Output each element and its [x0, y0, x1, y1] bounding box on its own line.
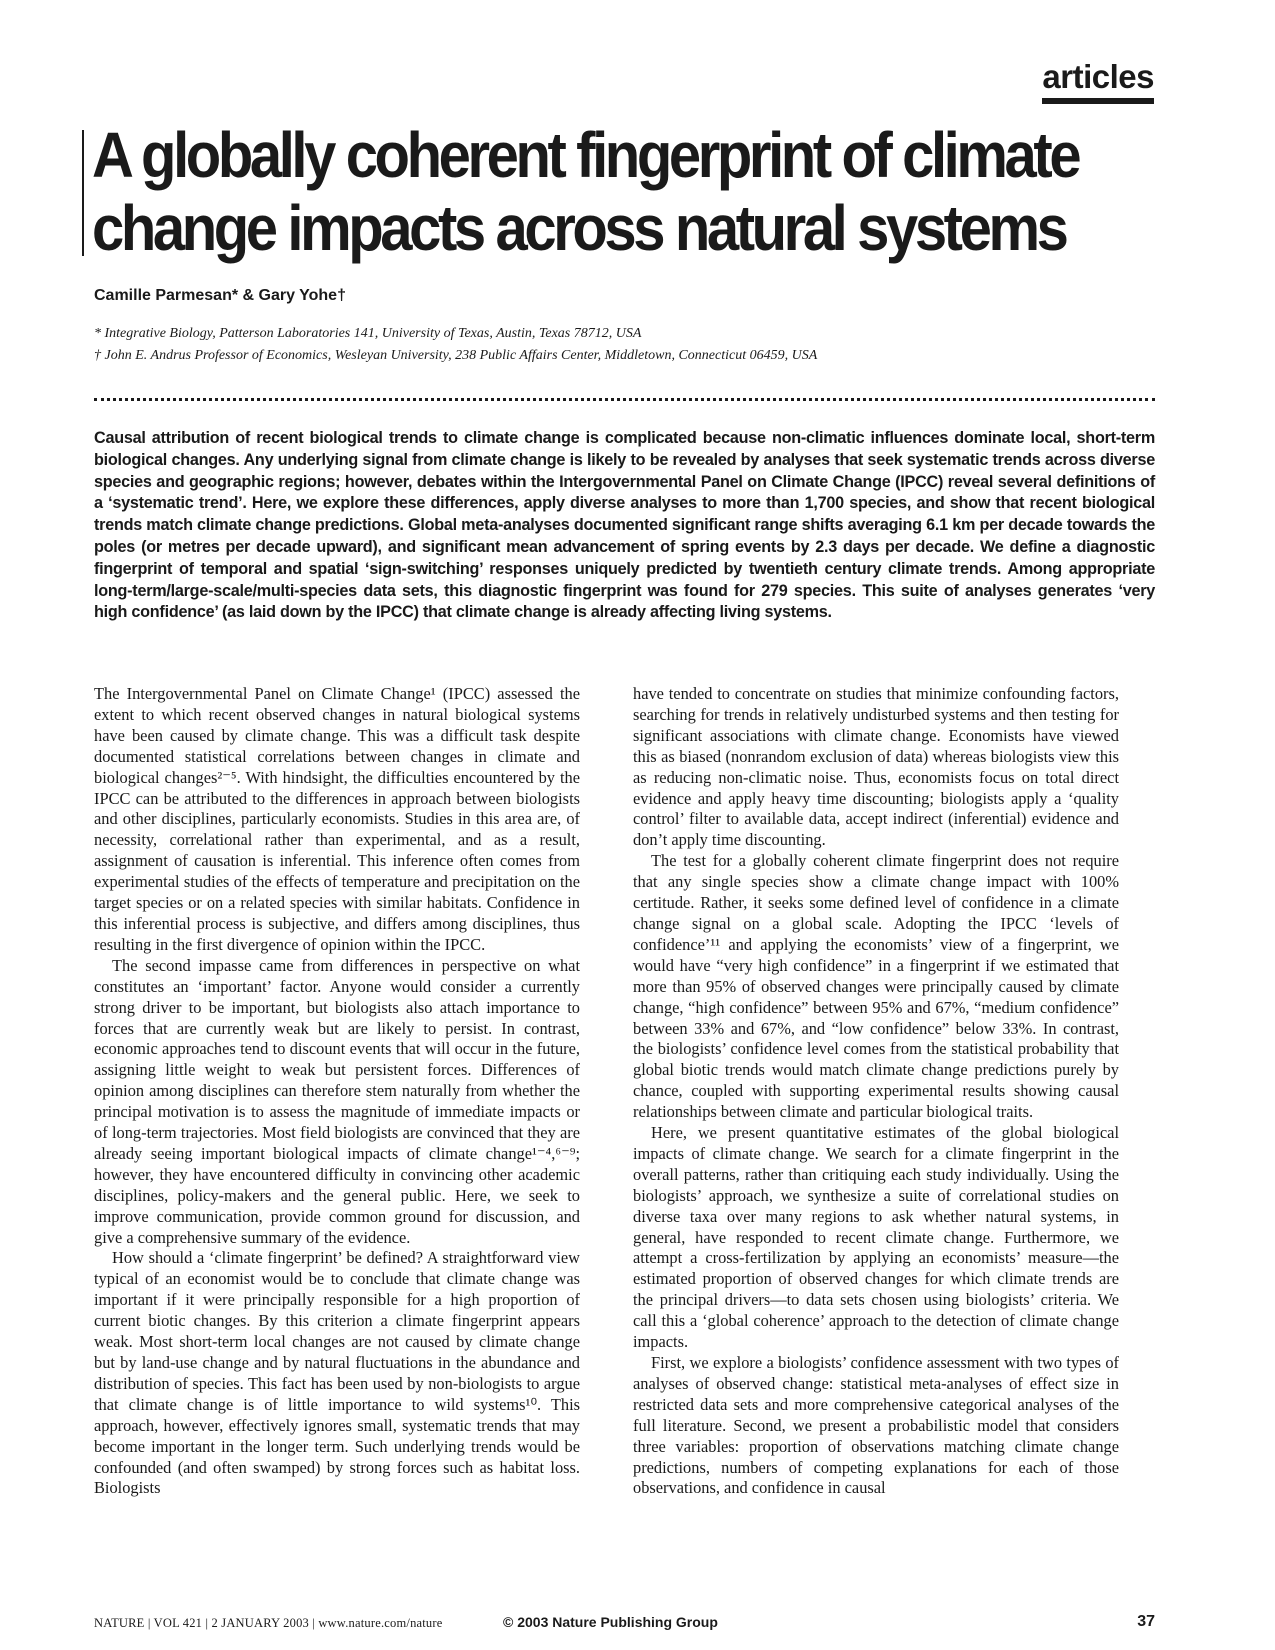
section-tag: articles — [1042, 58, 1154, 104]
dotted-divider — [94, 398, 1155, 401]
body-paragraph: have tended to concentrate on studies that minimize confounding factors, searching for trends in relatively undisturbed systems and then testing for significant associations with climate change. Economists have viewed this as biased (nonrandom exclusion of data) whereas biologists view this as reducing non-climatic noise. Thus, economists focus on total direct evidence and apply heavy time discounting; biologists apply a ‘quality control’ filter to available data, accept indirect (inferential) evidence and don’t apply time discounting. — [633, 684, 1119, 850]
body-paragraph: The second impasse came from differences in perspective on what constitutes an ‘important’ factor. Anyone would consider a currently strong driver to be important, but biologists also attach importance to forces that are currently weak but are likely to persist. In contrast, economic approaches tend to discount events that will occur in the future, assigning little weight to weak but persistent forces. Differences of opinion among disciplines can therefore stem naturally from whether the principal motivation is to assess the magnitude of immediate impacts or of long-term trajectories. Most field biologists are convinced that they are already seeing important biological impacts of climate change¹⁻⁴,⁶⁻⁹; however, they have encountered difficulty in convincing other academic disciplines, policy-makers and the general public. Here, we seek to improve communication, provide common ground for discussion, and give a comprehensive summary of the evidence. — [94, 955, 580, 1247]
body-paragraph: The Intergovernmental Panel on Climate Change¹ (IPCC) assessed the extent to which recent observed changes in natural biological systems have been caused by climate change. This was a difficult task despite documented statistical correlations between changes in climate and biological changes²⁻⁵. With hindsight, the difficulties encountered by the IPCC can be attributed to the differences in approach between biologists and other disciplines, particularly economists. Studies in this area are, of necessity, correlational rather than experimental, and as a result, assignment of causation is inferential. This inference often comes from experimental studies of the effects of temperature and precipitation on the target species or on a related species with similar habitats. Confidence in this inferential process is subjective, and differs among disciplines, thus resulting in the first divergence of opinion within the IPCC. — [94, 684, 580, 954]
body-paragraph: How should a ‘climate fingerprint’ be defined? A straightforward view typical of an economist would be to conclude that climate change was important if it were principally responsible for a high proportion of current biotic changes. By this criterion a climate fingerprint appears weak. Most short-term local changes are not caused by climate change but by land-use change and by natural fluctuations in the abundance and distribution of species. This fact has been used by non-biologists to argue that climate change is of little importance to wild systems¹⁰. This approach, however, effectively ignores small, systematic trends that may become important in the longer term. Such underlying trends would be confounded (and often swamped) by strong forces such as habitat loss. Biologists — [94, 1248, 580, 1498]
article-title: A globally coherent fingerprint of climate change impacts across natural systems — [92, 120, 1079, 265]
journal-footer: NATURE | VOL 421 | 2 JANUARY 2003 | www.nature.com/nature — [94, 1616, 443, 1630]
title-rule — [82, 130, 84, 256]
body-column-left — [94, 684, 580, 1499]
authors: Camille Parmesan* & Gary Yohe† — [94, 287, 346, 304]
copyright-notice: © 2003 Nature Publishing Group — [503, 1614, 718, 1630]
body-paragraph: The test for a globally coherent climate fingerprint does not require that any single species show a climate change impact with 100% certitude. Rather, it seeks some defined level of confidence in a climate change signal on a global scale. Adopting the IPCC ‘levels of confidence’¹¹ and applying the economists’ view of a fingerprint, we would have “very high confidence” in a fingerprint if we estimated that more than 95% of observed changes were principally caused by climate change, “high confidence” between 95% and 67%, “medium confidence” between 33% and 67%, and “low confidence” below 33%. In contrast, the biologists’ confidence level comes from the statistical probability that global biotic trends would match climate change predictions purely by chance, coupled with supporting experimental results showing causal relationships between climate and particular biological traits. — [633, 851, 1119, 1122]
body-paragraph: First, we explore a biologists’ confidence assessment with two types of analyses of observed change: statistical meta-analyses of effect size in restricted data sets and more comprehensive categorical analyses of the full literature. Second, we present a probabilistic model that considers three variables: proportion of observations matching climate change predictions, numbers of competing explanations for each of those observations, and confidence in causal — [633, 1353, 1119, 1498]
body-column-right — [633, 684, 1119, 1499]
body-paragraph: Here, we present quantitative estimates of the global biological impacts of climate change. We search for a climate fingerprint in the overall patterns, rather than critiquing each study individually. Using the biologists’ approach, we synthesize a suite of correlational studies on diverse taxa over many regions to ask whether natural systems, in general, have responded to recent climate change. Furthermore, we attempt a cross-fertilization by applying an economists’ measure—the estimated proportion of observed changes for which climate trends are the principal drivers—to data sets chosen using biologists’ criteria. We call this a ‘global coherence’ approach to the detection of climate change impacts. — [633, 1123, 1119, 1352]
affiliation-2: † John E. Andrus Professor of Economics, Wesleyan University, 238 Public Affairs Center, Middletown, Connecticut 06459, USA — [94, 348, 818, 363]
abstract: Causal attribution of recent biological trends to climate change is complicated because non-climatic influences dominate local, short-term biological changes. Any underlying signal from climate change is likely to be revealed by analyses that seek systematic trends across diverse species and geographic regions; however, debates within the Intergovernmental Panel on Climate Change (IPCC) reveal several definitions of a ‘systematic trend’. Here, we explore these differences, apply diverse analyses to more than 1,700 species, and show that recent biological trends match climate change predictions. Global meta-analyses documented significant range shifts averaging 6.1 km per decade towards the poles (or metres per decade upward), and significant mean advancement of spring events by 2.3 days per decade. We define a diagnostic fingerprint of temporal and spatial ‘sign-switching’ responses uniquely predicted by twentieth century climate trends. Among appropriate long-term/large-scale/multi-species data sets, this diagnostic fingerprint was found for 279 species. This suite of analyses generates ‘very high confidence’ (as laid down by the IPCC) that climate change is already affecting living systems. — [94, 429, 1155, 622]
affiliation-1: * Integrative Biology, Patterson Laboratories 141, University of Texas, Austin, Texas 78712, USA — [94, 326, 642, 341]
page-number: 37 — [1137, 1613, 1155, 1630]
